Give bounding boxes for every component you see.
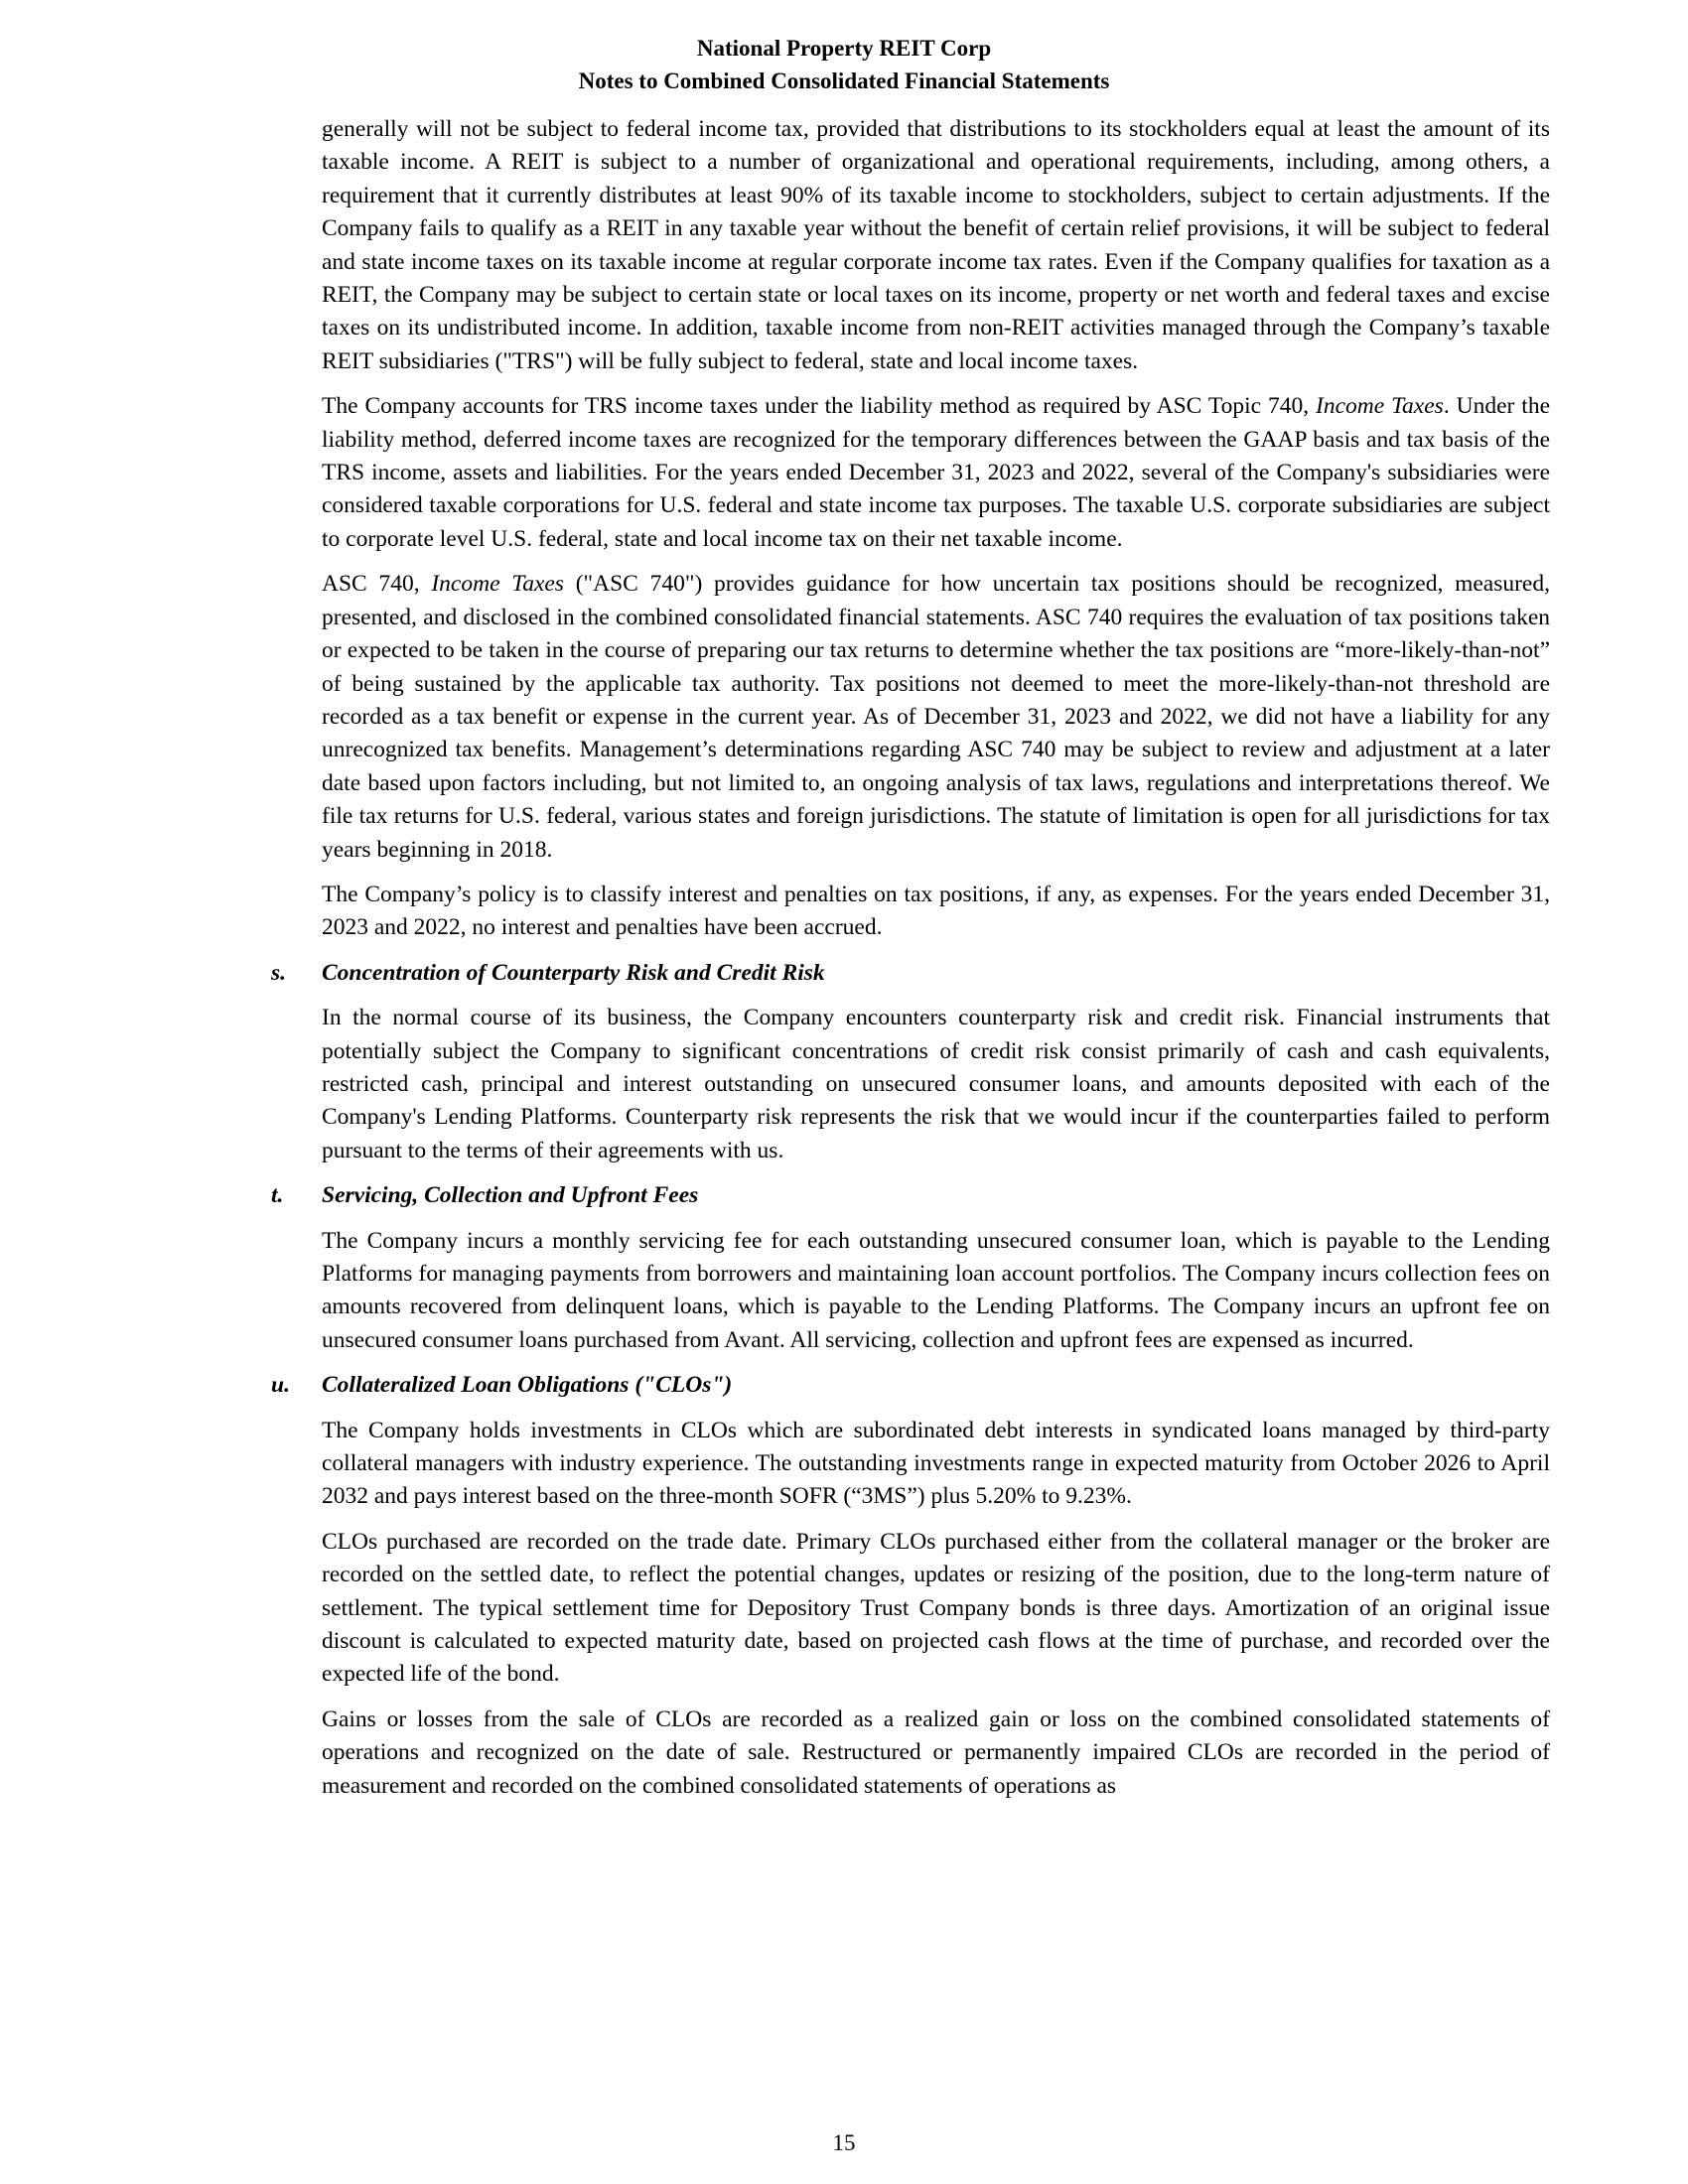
page-header xyxy=(0,32,1688,97)
section-heading-t xyxy=(271,1179,1550,1212)
italic-term: Income Taxes xyxy=(431,571,564,598)
paragraph-asc-740 xyxy=(322,568,1550,867)
paragraph-text: ASC 740, xyxy=(322,571,432,598)
page-number: 15 xyxy=(832,2130,856,2155)
page-body xyxy=(271,113,1550,1815)
paragraph-clo-purchases: CLOs purchased are recorded on the trade date. Primary CLOs purchased either from the collateral manager or the broker are recorded on the settled date, to reflect the potential changes, updates or resizing of the position, due to the long-term nature of settlement. The typical settlement time for Depository Trust Company bonds is three days. Amortization of an original issue discount is calculated to expected maturity date, based on projected cash flows at the time of purchase, and recorded over the expected life of the bond. xyxy=(322,1528,1550,1688)
paragraph-reit-taxation: generally will not be subject to federal income tax, provided that distributions to its stockholders equal at least the amount of its taxable income. A REIT is subject to a number of organizational and operational requirements, including, among others, a requirement that it currently distributes at least 90% of its taxable income to stockholders, subject to certain adjustments. If the Company fails to qualify as a REIT in any taxable year without the benefit of certain relief provisions, it will be subject to federal and state income taxes on its taxable income at regular corporate income tax rates. Even if the Company qualifies for taxation as a REIT, the Company may be subject to certain state or local taxes on its income, property or net worth and federal taxes and excise taxes on its undistributed income. In addition, taxable income from non-REIT activities managed through the Company’s taxable REIT subsidiaries ("TRS") will be fully subject to federal, state and local income taxes. xyxy=(322,116,1550,374)
section-heading-u xyxy=(271,1369,1550,1402)
paragraph-text: . Under the liability method, deferred income taxes are recognized for the temporary differences between the GAAP basis and tax basis of the TRS income, assets and liabilities. For the years ended December 31, 2023 and 2022, several of the Company's subsidiaries were considered taxable corporations for U.S. federal and state income tax purposes. The taxable U.S. corporate subsidiaries are subject to corporate level U.S. federal, state and local income tax on their net taxable income. xyxy=(322,393,1550,552)
paragraph-trs-income-taxes xyxy=(322,390,1550,556)
paragraph-text: ("ASC 740") provides guidance for how uncertain tax positions should be recognized, measured, presented, and disclosed in the combined consolidated financial statements. ASC 740 requires the evaluation of tax positions taken or expected to be taken in the course of preparing our tax returns to determine whether the tax positions are “more-likely-than-not” of being sustained by the applicable tax authority. Tax positions not deemed to meet the more-likely-than-not threshold are recorded as a tax benefit or expense in the current year. As of December 31, 2023 and 2022, we did not have a liability for any unrecognized tax benefits. Management’s determinations regarding ASC 740 may be subject to review and adjustment at a later date based upon factors including, but not limited to, an ongoing analysis of tax laws, regulations and interpretations thereof. We file tax returns for U.S. federal, various states and foreign jurisdictions. The statute of limitation is open for all jurisdictions for tax years beginning in 2018. xyxy=(322,571,1550,863)
section-letter: u. xyxy=(271,1372,290,1399)
document-subtitle: Notes to Combined Consolidated Financial Statements xyxy=(578,68,1110,93)
company-name: National Property REIT Corp xyxy=(696,36,992,61)
section-letter: t. xyxy=(271,1182,284,1209)
section-letter: s. xyxy=(271,959,287,986)
section-title: Servicing, Collection and Upfront Fees xyxy=(322,1182,699,1209)
paragraph-clo-gains-losses: Gains or losses from the sale of CLOs are recorded as a realized gain or loss on the combined consolidated statements of operations and recognized on the date of sale. Restructured or permanently impaired CLOs are recorded in the period of measurement and recorded on the combined consolidated statements of operations as xyxy=(322,1706,1550,1799)
paragraph-counterparty-risk: In the normal course of its business, the Company encounters counterparty risk and credit risk. Financial instruments that potentially subject the Company to significant concentrations of credit risk consist primarily of cash and cash equivalents, restricted cash, principal and interest outstanding on unsecured consumer loans, and amounts deposited with each of the Company's Lending Platforms. Counterparty risk represents the risk that we would incur if the counterparties failed to perform pursuant to the terms of their agreements with us. xyxy=(322,1005,1550,1163)
paragraph-clo-investments: The Company holds investments in CLOs which are subordinated debt interests in syndicated loans managed by third-party collateral managers with industry experience. The outstanding investments range in expected maturity from October 2026 to April 2032 and pays interest based on the three-month SOFR (“3MS”) plus 5.20% to 9.23%. xyxy=(322,1417,1550,1510)
paragraph-text: The Company accounts for TRS income taxes under the liability method as required by ASC Topic 740, xyxy=(322,393,1317,420)
section-heading-s xyxy=(271,957,1550,990)
section-title: Collateralized Loan Obligations ("CLOs") xyxy=(322,1372,733,1399)
paragraph-servicing-fees: The Company incurs a monthly servicing fee for each outstanding unsecured consumer loan, which is payable to the Lending Platforms for managing payments from borrowers and maintaining loan account portfolios. The Company incurs collection fees on amounts recovered from delinquent loans, which is payable to the Lending Platforms. The Company incurs an upfront fee on unsecured consumer loans purchased from Avant. All servicing, collection and upfront fees are expensed as incurred. xyxy=(322,1227,1550,1353)
section-title: Concentration of Counterparty Risk and Credit Risk xyxy=(322,959,825,986)
paragraph-interest-penalties: The Company’s policy is to classify interest and penalties on tax positions, if any, as expenses. For the years ended December 31, 2023 and 2022, no interest and penalties have been accrued. xyxy=(322,881,1550,941)
italic-term: Income Taxes xyxy=(1316,393,1444,420)
